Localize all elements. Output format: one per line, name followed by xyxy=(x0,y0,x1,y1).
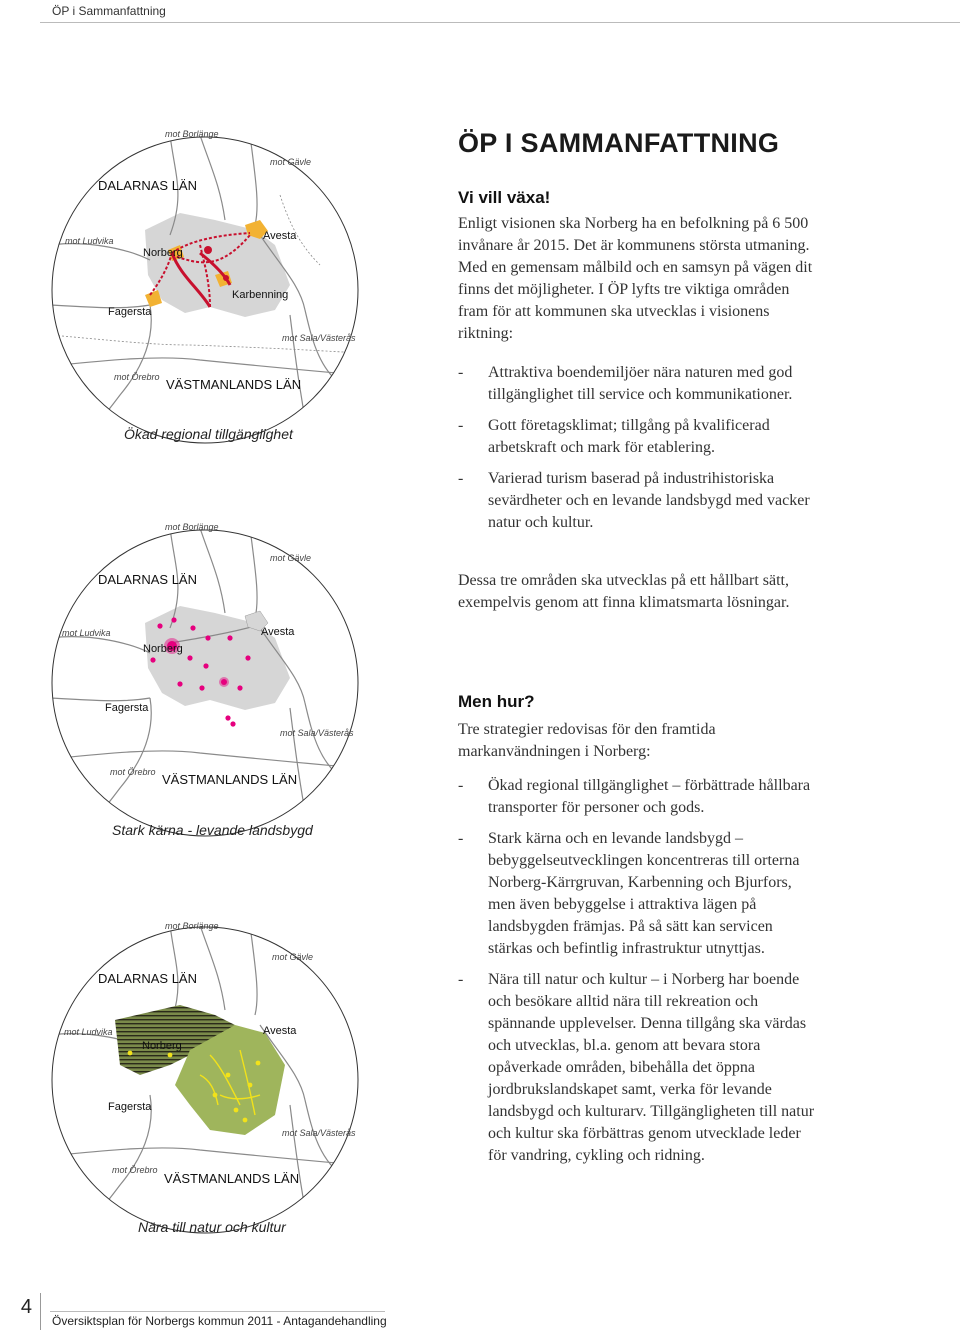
map-nature-culture xyxy=(50,921,360,1235)
label-avesta: Avesta xyxy=(263,1025,297,1037)
label-dalarnas-lan: DALARNAS LÄN xyxy=(98,572,197,587)
map-caption: Ökad regional tillgänglighet xyxy=(124,426,293,442)
section-intro: Enligt visionen ska Norberg ha en befolkning på 6 500 invånare år 2015. Det är kommunens största utmaning. Med en gemensam målbild och en samsyn på vägen dit finns det möjligheter. I ÖP lyfts tre viktiga områden fram för att kommunen ska utvecklas i visionens riktning: xyxy=(458,215,813,342)
map-svg xyxy=(50,522,360,838)
map-svg xyxy=(50,129,360,445)
list-item: - Attraktiva boendemiljöer nära naturen med god tillgänglighet till service och kommunikationer. xyxy=(458,364,793,403)
goal-list xyxy=(458,362,818,543)
label-karbenning: Karbenning xyxy=(232,289,289,301)
label-mot-sala: mot Sala/Västerås xyxy=(282,1128,356,1138)
label-mot-sala: mot Sala/Västerås xyxy=(282,333,356,343)
section-heading-men-hur: Men hur? xyxy=(458,692,535,711)
map-svg xyxy=(50,921,360,1235)
section-heading-vi-vill-vaxa: Vi vill växa! xyxy=(458,188,551,207)
page-header xyxy=(40,0,960,23)
list-item: - Ökad regional tillgänglighet – förbättrade hållbara transporter för personer och gods. xyxy=(458,777,811,816)
label-mot-borlange: mot Borlänge xyxy=(165,129,219,139)
list-item: - Nära till natur och kultur – i Norberg har boende och besökare alltid nära till rekreation och spännande upplevelser. Denna tillgång ska värdas och utvecklas, bl.a. genom att bevara stora opåverkade områden, bibehålla det öppna jordbrukslandskapet samt, verka för levande landsbygd och kulturarv. Tillgängligheten till natur och kultur ska förbättras genom utvecklade leder för vandring, cykling och ridning. xyxy=(458,971,815,1164)
label-dalarnas-lan: DALARNAS LÄN xyxy=(98,971,197,986)
label-vastmanlands-lan: VÄSTMANLANDS LÄN xyxy=(162,772,298,787)
list-item: - Varierad turism baserad på industrihistoriska sevärdheter och en levande landsbygd med vacker natur och kultur. xyxy=(458,470,810,531)
map-caption: Nära till natur och kultur xyxy=(138,1219,286,1235)
map-strong-core xyxy=(50,522,360,838)
list-item: - Stark kärna och en levande landsbygd – bebyggelseutvecklingen koncentreras till orterna Norberg-Kärrgruvan, Karbenning och Bjurfors, men även bebyggelse i attraktiva lägen på landsbygden främjas. På så sätt kan servicen stärkas och befintlig infrastruktur utnyttjas. xyxy=(458,830,800,957)
label-mot-gavle: mot Gävle xyxy=(270,553,312,563)
strategy-list xyxy=(458,775,818,1176)
route-node xyxy=(204,246,212,254)
label-fagersta: Fagersta xyxy=(108,1101,152,1113)
section-outro: Dessa tre områden ska utvecklas på ett hållbart sätt, exempelvis genom att finna klimatsmarta lösningar. xyxy=(458,572,790,611)
label-mot-ludvika: mot Ludvika xyxy=(62,628,111,638)
core-node-karbenning xyxy=(221,679,227,685)
label-mot-orebro: mot Örebro xyxy=(110,767,156,777)
section2-intro: Tre strategier redovisas för den framtida markanvändningen i Norberg: xyxy=(458,721,716,760)
running-header: ÖP i Sammanfattning xyxy=(52,4,166,18)
label-norberg: Norberg xyxy=(143,643,183,655)
label-mot-orebro: mot Örebro xyxy=(112,1165,158,1175)
footer-divider xyxy=(40,1293,41,1330)
label-vastmanlands-lan: VÄSTMANLANDS LÄN xyxy=(166,377,302,392)
municipality-area xyxy=(145,606,290,710)
label-mot-borlange: mot Borlänge xyxy=(165,921,219,931)
label-norberg: Norberg xyxy=(142,1040,182,1052)
municipality-area xyxy=(145,213,290,317)
label-mot-gavle: mot Gävle xyxy=(272,952,314,962)
footer-rule xyxy=(50,1311,385,1312)
page-number: 4 xyxy=(20,1296,32,1318)
label-mot-sala: mot Sala/Västerås xyxy=(280,728,354,738)
map-regional-accessibility xyxy=(50,129,360,445)
label-mot-ludvika: mot Ludvika xyxy=(64,1027,113,1037)
route-node xyxy=(223,275,229,281)
label-fagersta: Fagersta xyxy=(105,702,149,714)
map-caption: Stark kärna - levande landsbygd xyxy=(112,822,313,838)
label-norberg: Norberg xyxy=(143,247,183,259)
label-vastmanlands-lan: VÄSTMANLANDS LÄN xyxy=(164,1171,300,1186)
page-title: ÖP I SAMMANFATTNING xyxy=(458,128,780,158)
label-mot-gavle: mot Gävle xyxy=(270,157,312,167)
label-mot-borlange: mot Borlänge xyxy=(165,522,219,532)
label-mot-ludvika: mot Ludvika xyxy=(65,236,114,246)
label-dalarnas-lan: DALARNAS LÄN xyxy=(98,178,197,193)
label-avesta: Avesta xyxy=(261,626,295,638)
label-mot-orebro: mot Örebro xyxy=(114,372,160,382)
label-fagersta: Fagersta xyxy=(108,306,152,318)
footer-text: Översiktsplan för Norbergs kommun 2011 - Antagandehandling xyxy=(52,1314,387,1328)
label-avesta: Avesta xyxy=(263,230,297,242)
list-item: - Gott företagsklimat; tillgång på kvalificerad arbetskraft och mark för etablering. xyxy=(458,417,770,456)
